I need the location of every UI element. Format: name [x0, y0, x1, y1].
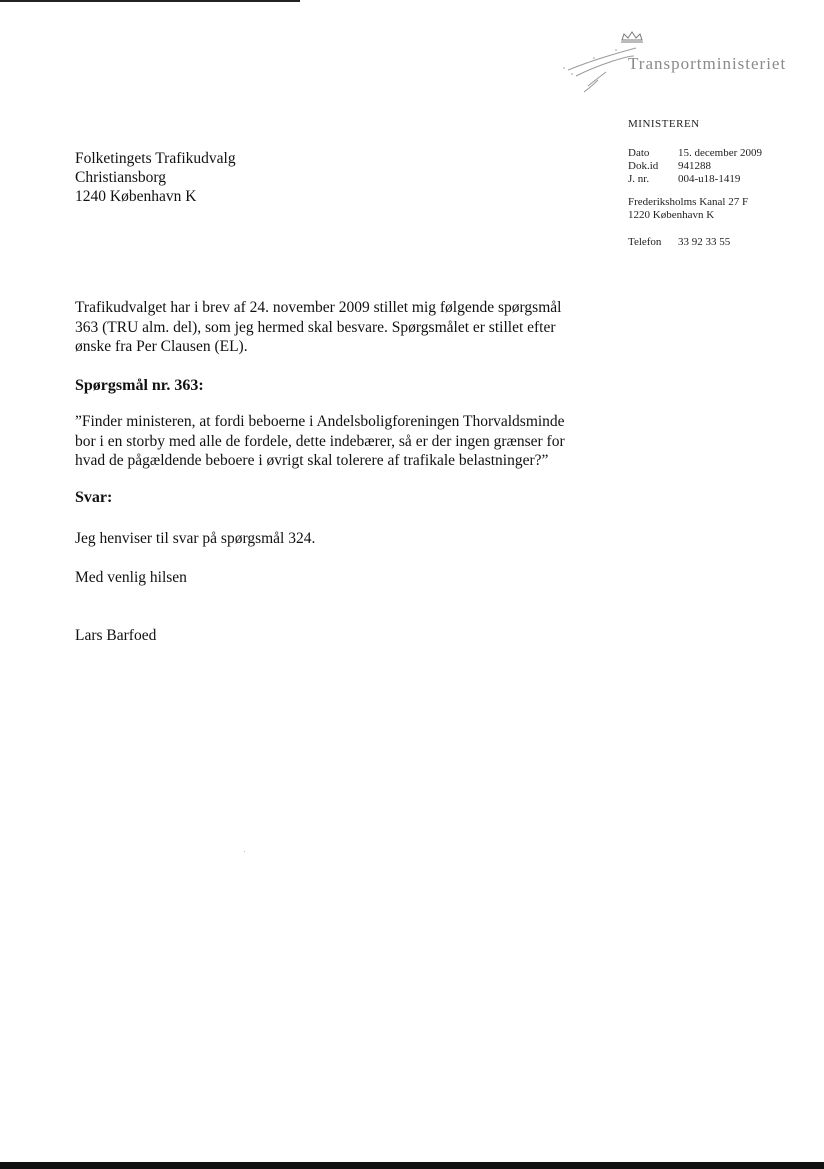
letter-meta	[628, 147, 762, 186]
scan-bottom-edge	[0, 1162, 824, 1169]
meta-row-telefon	[628, 236, 730, 249]
recipient-address	[75, 149, 236, 206]
intro-line-2: 363 (TRU alm. del), som jeg hermed skal besvare. Spørgsmålet er stillet efter	[75, 318, 556, 336]
recipient-line-3: 1240 København K	[75, 188, 197, 205]
recipient-line-1: Folketingets Trafikudvalg	[75, 150, 236, 167]
meta-row-jnr	[628, 173, 762, 186]
recipient-line-2: Christiansborg	[75, 169, 166, 186]
sender-title: MINISTEREN	[628, 118, 700, 130]
sender-address	[628, 196, 748, 222]
dokid-label: Dok.id	[628, 160, 659, 172]
question-heading: Spørgsmål nr. 363:	[75, 377, 204, 394]
address-line-1: Frederiksholms Kanal 27 F	[628, 196, 749, 208]
question-line-1: ”Finder ministeren, at fordi beboerne i Andelsboligforeningen Thorvaldsminde	[75, 413, 565, 430]
answer-heading: Svar:	[75, 489, 113, 506]
ministry-logo-text: Transportministeriet	[628, 54, 787, 73]
closing-greeting: Med venlig hilsen	[75, 569, 187, 586]
telefon-value: 33 92 33 55	[678, 236, 731, 248]
answer-text: Jeg henviser til svar på spørgsmål 324.	[75, 530, 316, 547]
telefon-label: Telefon	[628, 236, 662, 248]
jnr-value: 004-u18-1419	[678, 173, 741, 185]
dato-value: 15. december 2009	[678, 147, 762, 159]
question-line-3: hvad de pågældende beboere i øvrigt skal tolerere af trafikale belastninger?”	[75, 452, 549, 469]
dato-label: Dato	[628, 147, 650, 159]
intro-line-1: Trafikudvalget har i brev af 24. november 2009 stillet mig følgende spørgsmål	[75, 299, 562, 316]
sender-phone	[628, 236, 730, 249]
signature-name: Lars Barfoed	[75, 627, 157, 644]
address-line-2: 1220 København K	[628, 209, 715, 221]
scan-edge-line	[0, 0, 300, 2]
dokid-value: 941288	[678, 160, 711, 172]
intro-line-3: ønske fra Per Clausen (EL).	[75, 338, 248, 355]
scan-speck	[244, 851, 245, 852]
ministry-logo	[558, 28, 798, 98]
meta-row-dokid	[628, 160, 762, 173]
question-line-2: bor i en storby med alle de fordele, dette indebærer, så er der ingen grænser for	[75, 432, 565, 450]
jnr-label: J. nr.	[628, 173, 650, 185]
meta-row-dato	[628, 147, 762, 160]
intro-paragraph	[75, 298, 561, 357]
question-paragraph	[75, 412, 565, 471]
